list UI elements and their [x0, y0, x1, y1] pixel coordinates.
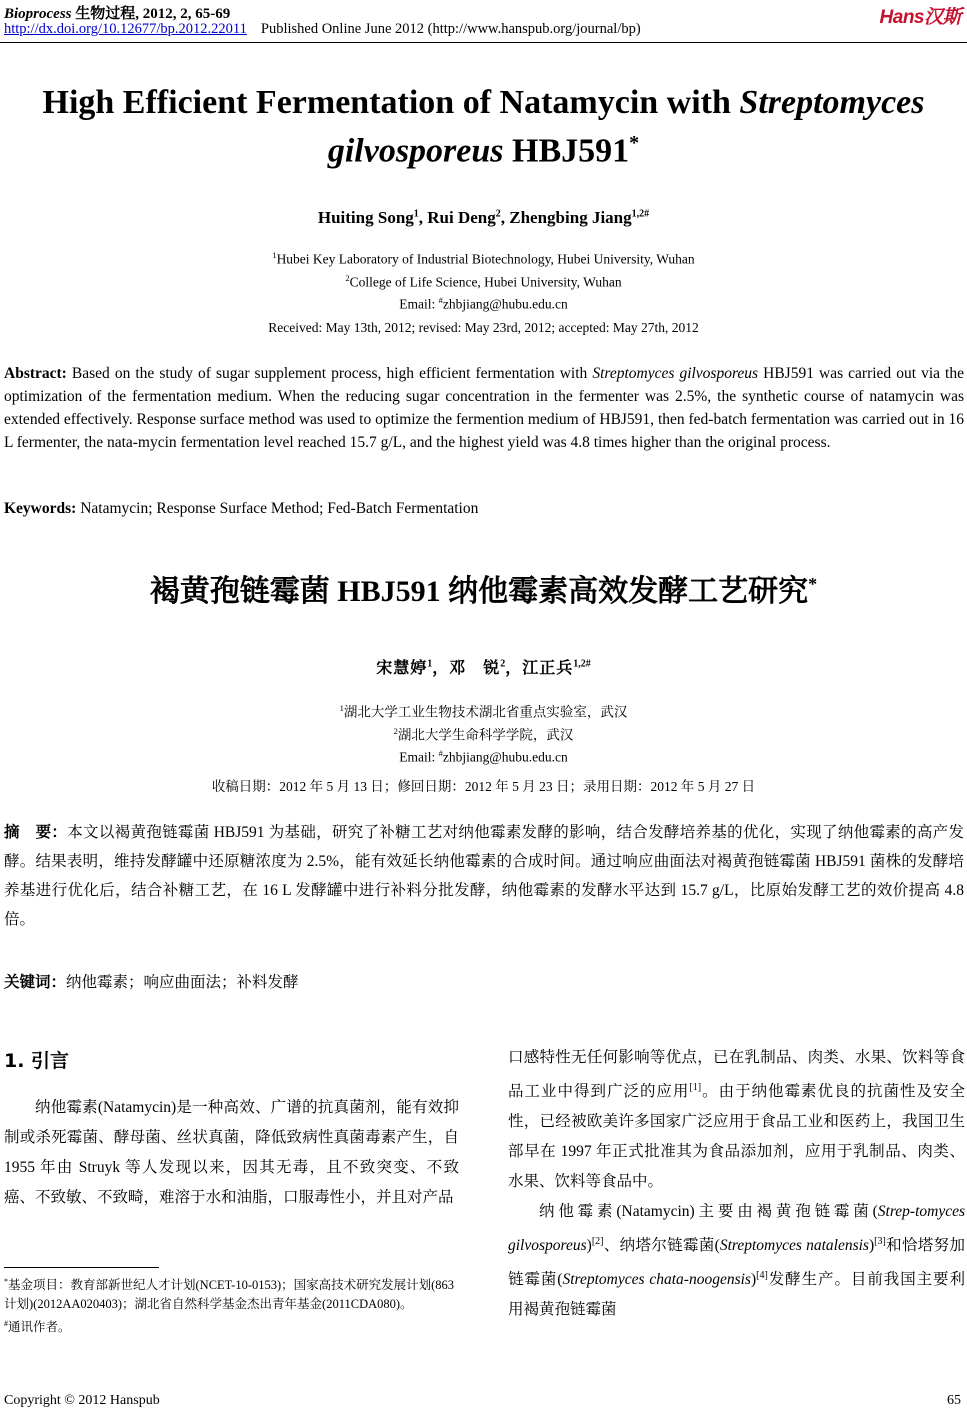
- abstract-label: Abstract:: [4, 365, 67, 382]
- doi-line: [4, 21, 641, 38]
- right-p1-text-b: 。由于纳他霉素优良的抗菌性及安全性，已经被欧美许多国家广泛应用于食品工业和医药上，我国卫生部早在 1997 年正式批准其为食品添加剂，应用于乳制品、肉类、水果、饮料等食品中。: [508, 1083, 965, 1191]
- abstract-en: [4, 362, 964, 454]
- aff-2-sup: 2: [345, 272, 350, 283]
- aff-1-sup: 1: [272, 250, 277, 260]
- paper-title: [0, 83, 967, 171]
- footnote-funding: [4, 1272, 459, 1314]
- footnote-rule: [4, 1267, 159, 1268]
- ref-2[interactable]: [2]: [591, 1236, 604, 1248]
- email-sup: #: [438, 295, 443, 305]
- aff-cn-2-text: 湖北大学生命科学学院，武汉: [397, 727, 574, 742]
- right-paragraph-1: [508, 1043, 965, 1197]
- title-line2: HBJ591: [512, 132, 630, 170]
- journal-name-cn: 生物过程: [75, 6, 136, 22]
- title-cn-text: 褐黄孢链霉菌 HBJ591 纳他霉素高效发酵工艺研究: [149, 575, 809, 608]
- affiliation-cn-2: [0, 722, 967, 745]
- body-left-column: 纳他霉素(Natamycin)是一种高效、广谱的抗真菌剂，能有效抑制或杀死霉菌、酵母菌、丝状真菌，降低致病性真菌毒素产生，自 1955 年由 Struyk 等人发现以来，因其无毒，且不致突变、不致癌、不致敏、不致畸，难溶于水和油脂，口服毒性小，并且对产品: [4, 1099, 459, 1206]
- dates-cn: 收稿日期：2012 年 5 月 13 日；修回日期：2012 年 5 月 23 日；录用日期：2012 年 5 月 27 日: [211, 779, 756, 794]
- right-p1-text-a: 口感特性无任何影响等优点，已在乳制品、肉类、水果、饮料等食品工业中得到广泛的应用: [508, 1049, 965, 1101]
- published-online: Published Online June 2012 (http://www.hanspub.org/journal/bp): [260, 21, 641, 37]
- footnote-2-text: 通讯作者。: [8, 1320, 71, 1335]
- keywords-label: Keywords:: [4, 500, 77, 517]
- author-cn-2: ，邓 锐: [432, 660, 501, 677]
- author-cn-2-sup: 2: [500, 658, 506, 670]
- abstract-italic: Streptomyces gilvosporeus: [592, 365, 759, 382]
- right-p2-text-b: 、纳塔尔链霉菌(: [603, 1237, 720, 1255]
- author-3-sup: 1,2#: [631, 208, 650, 220]
- affiliation-2: [0, 269, 967, 292]
- affiliation-cn-1: [0, 699, 967, 722]
- title-line1: High Efficient Fermentation of Natamycin with: [42, 84, 731, 121]
- journal-citation: [4, 2, 230, 23]
- email-cn: [0, 744, 967, 767]
- copyright: Copyright © 2012 Hanspub: [4, 1393, 160, 1408]
- author-list-cn: [0, 655, 967, 678]
- hans-logo: Hans汉斯: [879, 7, 961, 28]
- ref-3[interactable]: [3]: [874, 1236, 886, 1248]
- aff-1-text: Hubei Key Laboratory of Industrial Biotechnology, Hubei University, Wuhan: [276, 251, 695, 267]
- author-cn-3: ，江正兵: [505, 660, 574, 677]
- keywords-cn-text: 纳他霉素；响应曲面法；补料发酵: [66, 974, 299, 991]
- page-number: 65: [947, 1393, 961, 1408]
- paper-title-cn: [0, 566, 967, 610]
- abstract-text-2: HBJ591 was carried out via the optimization of the fermentation medium. When the reducing sugar concentration in the fermenter was 2.5%, the synthetic course of natamycin was extended effectively. Response surface method was used to optimize the fermention medium of HBJ591, then fed-batch fermentation was carried out in 16 L fermenter, the nata-mycin fermentation level reached 15.7 g/L, and the highest yield was 4.8 times higher than the original process.: [4, 365, 964, 451]
- species-2: Streptomyces natalensis: [719, 1237, 869, 1255]
- author-1: Huiting Song: [317, 208, 414, 227]
- ref-4[interactable]: [4]: [756, 1270, 768, 1282]
- title-cn-mark: *: [808, 574, 818, 594]
- affiliations: [0, 246, 967, 314]
- title-italic-2: gilvosporeus: [327, 132, 504, 170]
- email-cn-label: Email:: [399, 749, 439, 765]
- species-1: Strep-tomyces gilvosporeus: [508, 1203, 965, 1255]
- keywords-cn: [4, 970, 299, 992]
- title-italic-1: Streptomyces: [739, 84, 925, 121]
- aff-cn-1-text: 湖北大学工业生物技术湖北省重点实验室，武汉: [343, 704, 628, 720]
- right-p2-text-c: 和恰塔努加链霉菌(: [508, 1237, 965, 1289]
- body-right-column: [508, 1043, 965, 1325]
- keywords-cn-label: 关键词：: [4, 973, 67, 991]
- email: [0, 291, 967, 314]
- journal-name: Bioprocess: [4, 6, 72, 22]
- author-cn-1-sup: 1: [427, 658, 433, 670]
- aff-cn-2-sup: 2: [393, 725, 398, 736]
- email-cn-address[interactable]: zhbjiang@hubu.edu.cn: [442, 749, 568, 765]
- ref-1[interactable]: [1]: [689, 1082, 702, 1093]
- abstract-cn-label: 摘 要：: [4, 824, 68, 841]
- footnotes: [4, 1272, 459, 1337]
- footnote-corresponding: [4, 1314, 459, 1337]
- aff-cn-1-sup: 1: [339, 703, 344, 713]
- species-3: Streptomyces chata-noogensis: [562, 1271, 751, 1289]
- keywords-en: [4, 497, 964, 520]
- keywords-text: Natamycin; Response Surface Method; Fed-Batch Fermentation: [76, 500, 479, 517]
- author-list: [0, 208, 967, 228]
- email-cn-sup: #: [438, 748, 443, 758]
- dates-en: Received: May 13th, 2012; revised: May 23rd, 2012; accepted: May 27th, 2012: [268, 320, 699, 335]
- email-address[interactable]: zhbjiang@hubu.edu.cn: [442, 296, 568, 312]
- right-p2-text-d: 发酵生产。目前我国主要利用褐黄孢链霉菌: [508, 1271, 965, 1319]
- author-3: , Zhengbing Jiang: [500, 208, 632, 227]
- author-cn-1: 宋慧婷: [376, 660, 428, 677]
- abstract-cn-text: 本文以褐黄孢链霉菌 HBJ591 为基础，研究了补糖工艺对纳他霉素发酵的影响，结合发酵培养基的优化，实现了纳他霉素的高产发酵。结果表明，维持发酵罐中还原糖浓度为 2.5%，能有效延长纳他霉素的合成时间。通过响应曲面法对褐黄孢链霉菌 HBJ591 菌株的发酵培养基进行优化后，结合补糖工艺，在 16 L 发酵罐中进行补料分批发酵，纳他霉素的发酵水平达到 15.7 g/L，比原始发酵工艺的效价提高 4.8 倍。: [4, 824, 964, 928]
- author-2-sup: 2: [495, 208, 501, 220]
- aff-2-text: College of Life Science, Hubei University, Wuhan: [349, 274, 622, 289]
- abstract-cn: [4, 818, 964, 934]
- journal-volume: , 2012, 2, 65-69: [135, 6, 231, 22]
- section-heading-intro: 1. 引言: [4, 1050, 70, 1072]
- author-2: , Rui Deng: [418, 208, 496, 227]
- email-label: Email:: [399, 296, 439, 312]
- right-paragraph-2: 纳他霉素(Natamycin)主要由褐黄孢链霉菌(Strep-tomyces gilvosporeus)[2]、纳塔尔链霉菌(Streptomyces natalensis)[3]和恰塔努加链霉菌(Streptomyces chata-noogensis)[4]发酵生产。目前我国主要利用褐黄孢链霉菌: [508, 1203, 965, 1319]
- header-rule: [0, 42, 967, 43]
- footnote-2-sup: #: [4, 1319, 8, 1329]
- right-p2-text-a: 纳他霉素(Natamycin)主要由褐黄孢链霉菌(: [539, 1203, 878, 1221]
- footnote-1-text: 基金项目：教育部新世纪人才计划(NCET-10-0153)；国家高技术研究发展计划(863 计划)(2012AA020403)；湖北省自然科学基金杰出青年基金(2011CDA080)。: [4, 1278, 455, 1312]
- affiliations-cn: [0, 699, 967, 767]
- title-footnote-mark: *: [629, 132, 640, 154]
- doi-link[interactable]: http://dx.doi.org/10.12677/bp.2012.22011: [4, 21, 247, 37]
- author-cn-3-sup: 1,2#: [573, 658, 591, 670]
- affiliation-1: [0, 246, 967, 269]
- footnote-1-sup: *: [4, 1277, 8, 1286]
- abstract-text-1: Based on the study of sugar supplement process, high efficient fermentation with: [66, 365, 593, 382]
- author-1-sup: 1: [413, 208, 419, 220]
